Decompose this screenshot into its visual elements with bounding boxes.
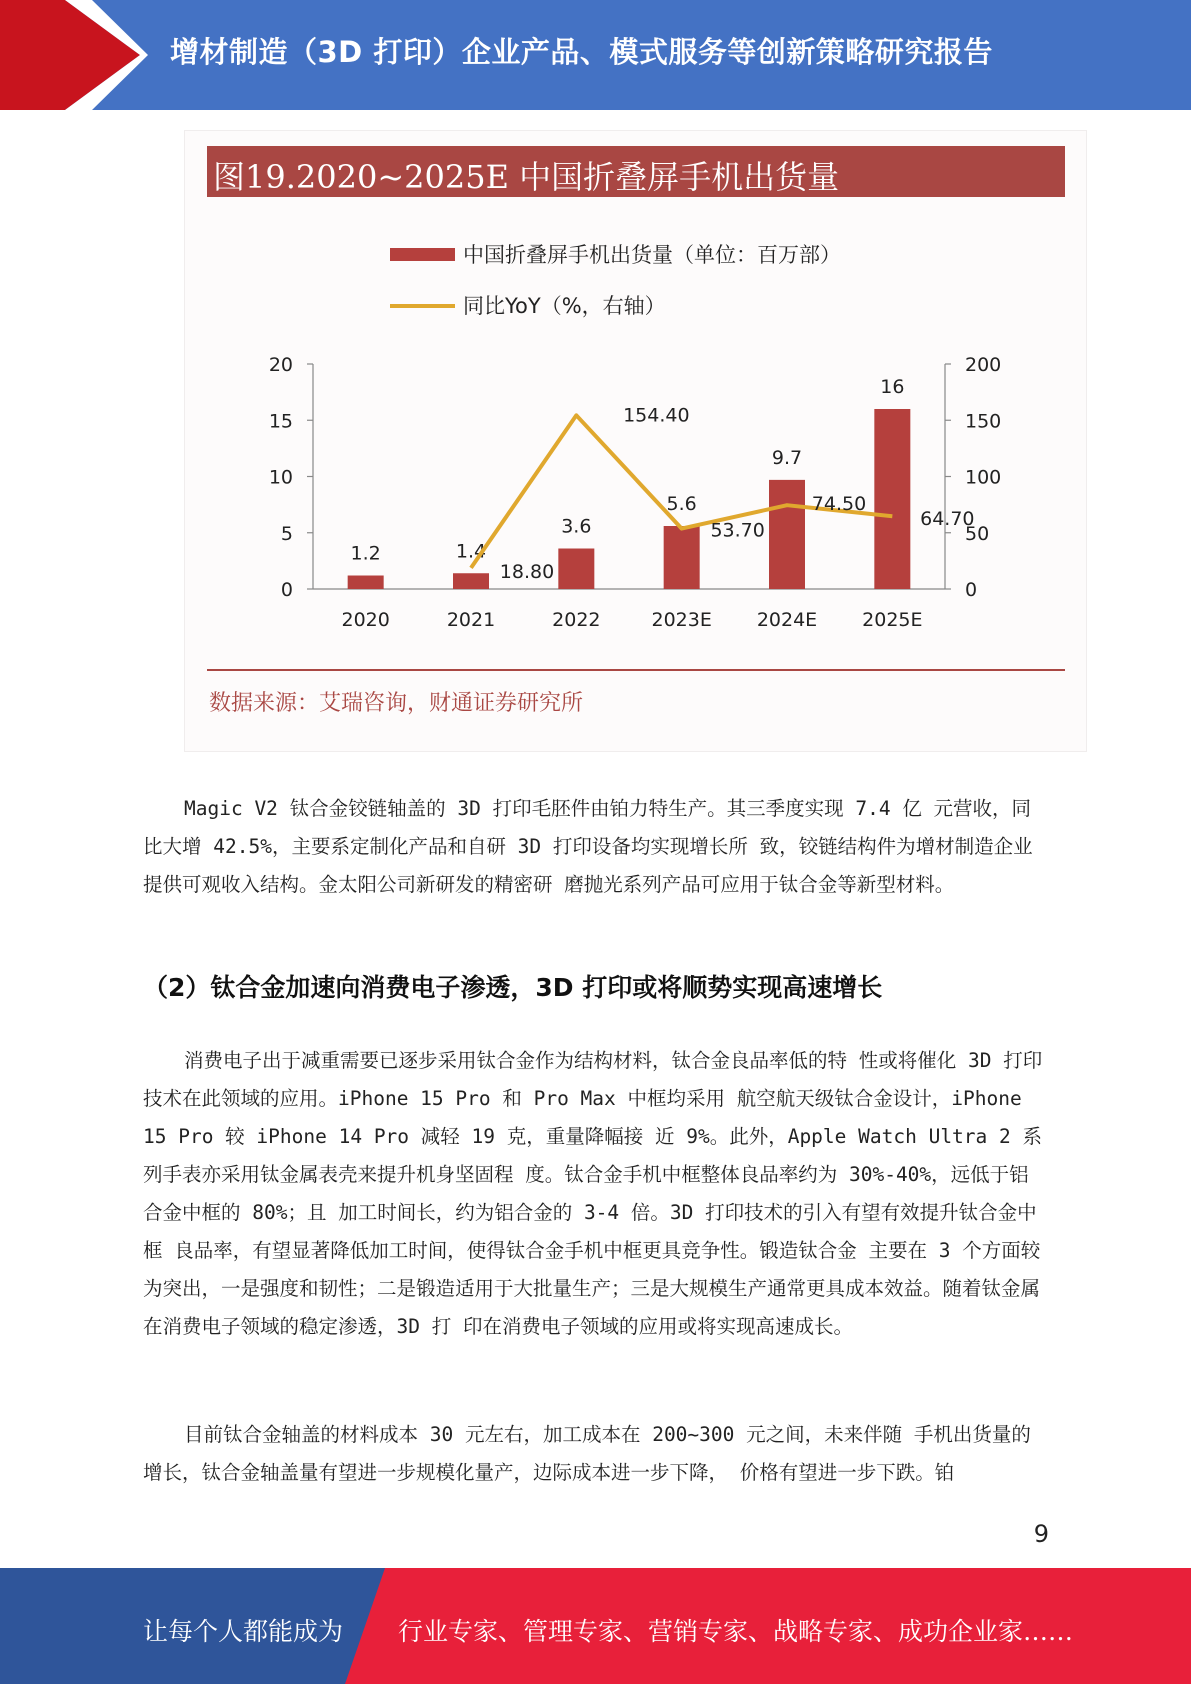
bar-label-2024E: 9.7	[771, 446, 803, 469]
y-tick-label-right: 100	[965, 466, 1002, 489]
yoy-label-2022: 154.40	[623, 404, 690, 427]
yoy-label-2021: 18.80	[499, 560, 555, 583]
figure-chart	[184, 130, 1087, 752]
body-paragraph-3: 目前钛合金轴盖的材料成本 30 元左右，加工成本在 200~300 元之间，未来伴随 手机出货量的增长，钛合金轴盖量有望进一步规模化量产，边际成本进一步下降， 价格有望进一步下跌。铂	[143, 1423, 1031, 1484]
bar-2020	[348, 576, 384, 590]
y-tick-label-right: 0	[965, 579, 978, 601]
yoy-label-2023E: 53.70	[710, 519, 765, 542]
body-paragraph-2: 消费电子出于减重需要已逐步采用钛合金作为结构材料，钛合金良品率低的特 性或将催化 3D 打印技术在此领域的应用。iPhone 15 Pro 和 Pro Max 中框均采用 航空航天级钛合金设计，iPhone 15 Pro 较 iPhone 14 Pro 减轻 19 克，重量降幅接 近 9%。此外，Apple Watch Ultra 2 系列手表亦采用钛金属表壳来提升机身坚固程 度。钛合金手机中框整体良品率约为 30%-40%，远低于铝合金中框的 80%；且 加工时间长，约为铝合金的 3-4 倍。3D 打印技术的引入有望有效提升钛合金中框 良品率，有望显著降低加工时间，使得钛合金手机中框更具竞争性。锻造钛合金 主要在 3 个方面较为突出，一是强度和韧性；二是锻造适用于大批量生产；三是大规模生产通常更具成本效益。随着钛金属在消费电子领域的稳定渗透，3D 打 印在消费电子领域的应用或将实现高速成长。	[143, 1049, 1043, 1338]
bar-label-2022: 3.6	[561, 515, 592, 538]
x-tick-label-2025E: 2025E	[862, 609, 923, 631]
y-tick-label-left: 15	[268, 410, 293, 433]
bar-2024E	[769, 480, 805, 589]
figure-source: 数据来源：艾瑞咨询，财通证券研究所	[209, 691, 584, 716]
bar-2023E	[664, 526, 700, 589]
x-tick-label-2024E: 2024E	[756, 609, 818, 631]
bar-label-2021: 1.4	[455, 540, 487, 563]
bar-2025E	[874, 409, 910, 589]
legend-line-label: 同比YoY（%，右轴）	[463, 294, 666, 318]
yoy-label-2024E: 74.50	[811, 493, 867, 516]
header-title: 增材制造（3D 打印）企业产品、模式服务等创新策略研究报告	[170, 35, 993, 69]
bar-2021	[453, 573, 489, 589]
y-tick-label-right: 50	[965, 522, 990, 545]
footer-slogan-left: 让每个人都能成为	[143, 1617, 344, 1646]
legend-bar-swatch	[390, 248, 455, 261]
x-tick-label-2022: 2022	[552, 609, 601, 631]
y-tick-label-left: 20	[268, 354, 293, 376]
x-tick-label-2021: 2021	[446, 609, 496, 631]
footer-slogan-right: 行业专家、管理专家、营销专家、战略专家、成功企业家……	[398, 1617, 1074, 1646]
page-header	[0, 0, 1191, 110]
legend-bar-label: 中国折叠屏手机出货量（单位：百万部）	[463, 243, 841, 267]
bar-label-2023E: 5.6	[666, 493, 697, 515]
y-tick-label-left: 0	[280, 579, 293, 601]
y-tick-label-left: 10	[268, 466, 293, 489]
y-tick-label-right: 150	[965, 410, 1002, 433]
x-tick-label-2020: 2020	[341, 609, 390, 631]
figure-divider	[207, 669, 1065, 671]
bar-2022	[558, 549, 594, 590]
section-heading: （2）钛合金加速向消费电子渗透，3D 打印或将顺势实现高速增长	[143, 973, 883, 1002]
y-tick-label-left: 5	[280, 522, 293, 545]
page-number: 9	[1033, 1520, 1049, 1548]
shipment-chart	[185, 131, 1086, 671]
x-tick-label-2023E: 2023E	[651, 609, 712, 631]
y-tick-label-right: 200	[965, 354, 1002, 376]
yoy-label-2025E: 64.70	[920, 508, 975, 531]
bar-label-2020: 1.2	[350, 542, 381, 565]
figure-title: 图19.2020~2025E 中国折叠屏手机出货量	[213, 158, 840, 196]
bar-label-2025E: 16	[880, 376, 905, 398]
body-paragraph-1: Magic V2 钛合金铰链轴盖的 3D 打印毛胚件由铂力特生产。其三季度实现 7.4 亿 元营收，同比大增 42.5%，主要系定制化产品和自研 3D 打印设备均实现增长所 致，铰链结构件为增材制造企业提供可观收入结构。金太阳公司新研发的精密研 磨抛光系列产品可应用于钛合金等新型材料。	[143, 797, 1033, 896]
